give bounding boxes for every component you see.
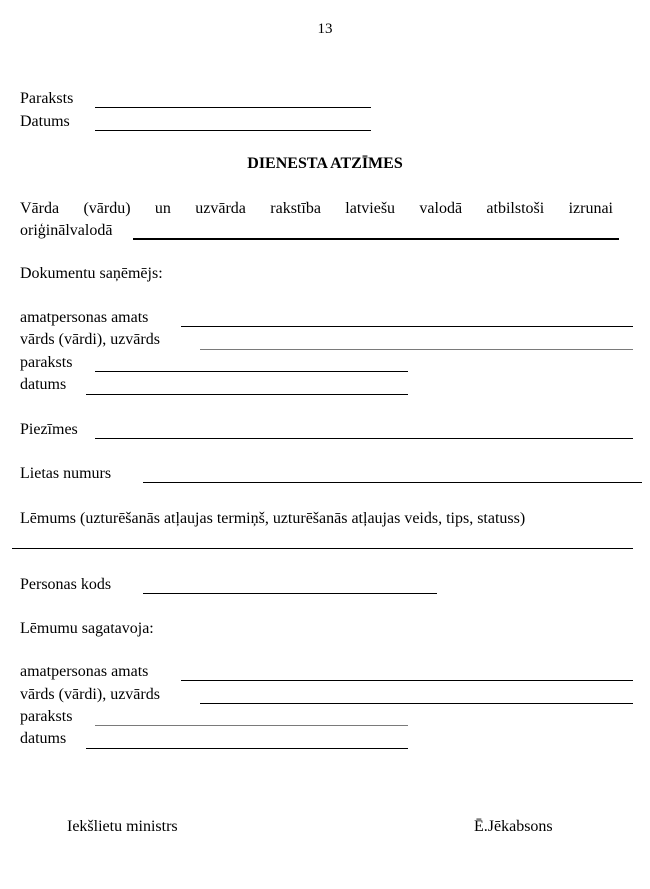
receiver-position-label: amatpersonas amats <box>20 309 149 326</box>
minister-name: Ē.Jēkabsons <box>474 818 553 835</box>
prepared-name-field[interactable] <box>200 703 633 704</box>
personal-code-label: Personas kods <box>20 576 112 593</box>
prepared-date-field[interactable] <box>86 748 408 749</box>
minister-title: Iekšlietu ministrs <box>67 818 178 835</box>
date-field[interactable] <box>95 130 371 131</box>
receiver-position-field[interactable] <box>181 326 633 327</box>
case-number-field[interactable] <box>143 482 642 483</box>
receiver-signature-label: paraksts <box>20 354 73 371</box>
personal-code-field[interactable] <box>143 593 437 594</box>
receiver-name-field[interactable] <box>200 349 633 350</box>
signature-field[interactable] <box>95 107 371 108</box>
receiver-date-field[interactable] <box>86 394 408 395</box>
notes-field[interactable] <box>95 438 633 439</box>
prepared-date-label: datums <box>20 730 67 747</box>
signature-label: Paraksts <box>20 90 74 107</box>
decision-field[interactable] <box>12 548 633 549</box>
decision-label: Lēmums (uzturēšanās atļaujas termiņš, uzturēšanās atļaujas veids, tips, statuss) <box>20 510 526 527</box>
spelling-text-line2: oriģinālvalodā <box>20 222 113 239</box>
page-number: 13 <box>317 21 333 37</box>
service-notes-heading: DIENESTA ATZĪMES <box>247 155 403 172</box>
notes-label: Piezīmes <box>20 421 78 438</box>
prepared-heading: Lēmumu sagatavoja: <box>20 620 154 637</box>
original-language-spelling-field[interactable] <box>133 238 619 240</box>
receiver-heading: Dokumentu saņēmējs: <box>20 265 163 282</box>
prepared-position-field[interactable] <box>181 680 633 681</box>
prepared-position-label: amatpersonas amats <box>20 663 149 680</box>
case-number-label: Lietas numurs <box>20 465 112 482</box>
spelling-text-line1: Vārda (vārdu) un uzvārda rakstība latviešu valodā atbilstoši izrunai <box>20 200 613 217</box>
receiver-date-label: datums <box>20 376 67 393</box>
prepared-signature-field[interactable] <box>95 725 408 726</box>
prepared-name-label: vārds (vārdi), uzvārds <box>20 686 160 703</box>
receiver-name-label: vārds (vārdi), uzvārds <box>20 331 160 348</box>
date-label: Datums <box>20 113 70 130</box>
receiver-signature-field[interactable] <box>95 371 408 372</box>
prepared-signature-label: paraksts <box>20 708 73 725</box>
